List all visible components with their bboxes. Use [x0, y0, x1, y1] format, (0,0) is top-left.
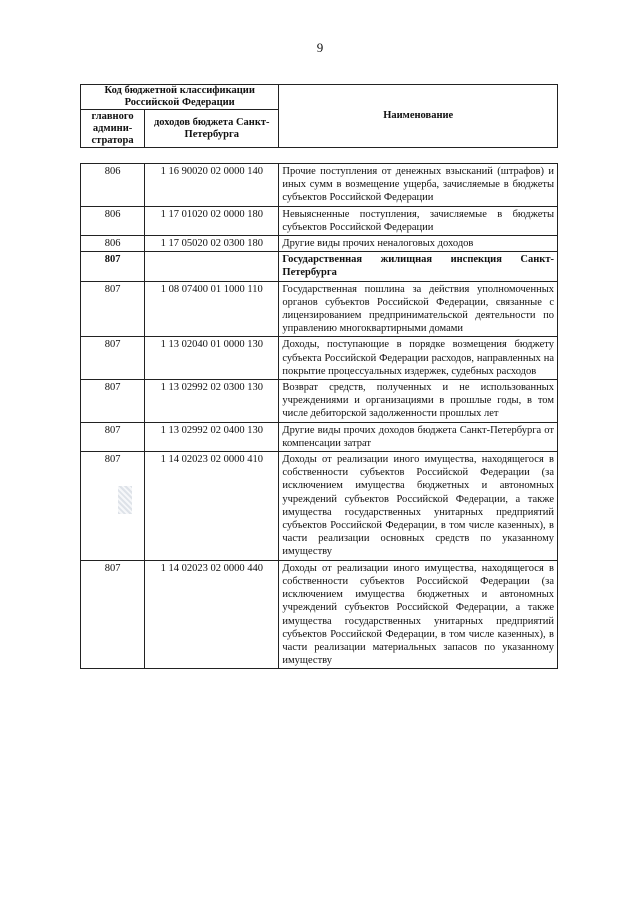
header-admin-column: главного админи-стратора — [81, 110, 145, 148]
table-row — [81, 380, 558, 423]
revenue-name-cell: Невыясненные поступления, зачисляемые в бюджеты субъектов Российской Федерации — [279, 206, 558, 235]
admin-code-cell: 807 — [81, 452, 145, 561]
admin-code-cell: 807 — [81, 337, 145, 380]
revenue-name-cell: Другие виды прочих неналоговых доходов — [279, 236, 558, 252]
table-row — [81, 560, 558, 669]
admin-code-cell: 807 — [81, 422, 145, 451]
page-number: 9 — [316, 40, 324, 55]
header-name-column: Наименование — [279, 85, 558, 148]
revenue-code-cell: 1 16 90020 02 0000 140 — [145, 164, 279, 207]
admin-code-cell: 806 — [81, 206, 145, 235]
table-row — [81, 164, 558, 207]
revenue-code-cell: 1 13 02992 02 0400 130 — [145, 422, 279, 451]
table-row — [81, 281, 558, 337]
table-row — [81, 236, 558, 252]
table-row — [81, 252, 558, 281]
revenue-name-cell: Доходы от реализации иного имущества, находящегося в собственности субъектов Российской Федерации (за исключением имущества бюджетных и автономных учреждений субъектов Российской Федерации, а также имущества государственных унитарных предприятий субъектов Российской Федерации, в том числе казенных), в части реализации материальных запасов по указанному имуществу — [279, 560, 558, 669]
revenue-code-cell: 1 14 02023 02 0000 440 — [145, 560, 279, 669]
admin-code-cell: 806 — [81, 164, 145, 207]
admin-code-cell: 806 — [81, 236, 145, 252]
revenue-code-cell: 1 13 02040 01 0000 130 — [145, 337, 279, 380]
revenue-code-cell: 1 14 02023 02 0000 410 — [145, 452, 279, 561]
header-group-title: Код бюджетной классификации Российской Федерации — [81, 85, 279, 110]
revenue-name-cell: Доходы, поступающие в порядке возмещения бюджету субъекта Российской Федерации расходов, направленных на покрытие процессуальных издержек, судебных расходов — [279, 337, 558, 380]
table-row — [81, 206, 558, 235]
revenue-name-cell: Доходы от реализации иного имущества, находящегося в собственности субъектов Российской Федерации (за исключением имущества бюджетных и автономных учреждений субъектов Российской Федерации, а также имущества государственных унитарных предприятий субъектов Российской Федерации, в том числе казенных), в части реализации основных средств по указанному имуществу — [279, 452, 558, 561]
table-row — [81, 452, 558, 561]
revenue-code-cell: 1 13 02992 02 0300 130 — [145, 380, 279, 423]
revenue-code-cell — [145, 252, 279, 281]
admin-code-cell: 807 — [81, 252, 145, 281]
classification-table — [80, 163, 558, 669]
admin-code-cell: 807 — [81, 281, 145, 337]
table-row — [81, 337, 558, 380]
table-row — [81, 422, 558, 451]
header-code-column: доходов бюджета Санкт-Петербурга — [145, 110, 279, 148]
revenue-name-cell: Прочие поступления от денежных взысканий (штрафов) и иных сумм в возмещение ущерба, зачисляемые в бюджеты субъектов Российской Федерации — [279, 164, 558, 207]
revenue-code-cell: 1 17 01020 02 0000 180 — [145, 206, 279, 235]
revenue-code-cell: 1 17 05020 02 0300 180 — [145, 236, 279, 252]
revenue-name-cell: Другие виды прочих доходов бюджета Санкт-Петербурга от компенсации затрат — [279, 422, 558, 451]
revenue-name-cell: Государственная жилищная инспекция Санкт-Петербурга — [279, 252, 558, 281]
revenue-name-cell: Возврат средств, полученных и не использованных учреждениями и организациями в прошлые годы, в том числе дебиторской задолженности прошлых лет — [279, 380, 558, 423]
revenue-name-cell: Государственная пошлина за действия уполномоченных органов субъектов Российской Федерации, связанные с лицензированием предпринимательской деятельности по управлению многоквартирными домами — [279, 281, 558, 337]
admin-code-cell: 807 — [81, 380, 145, 423]
revenue-code-cell: 1 08 07400 01 1000 110 — [145, 281, 279, 337]
admin-code-cell: 807 — [81, 560, 145, 669]
stamp-mark — [118, 486, 132, 514]
table-header — [80, 84, 558, 148]
